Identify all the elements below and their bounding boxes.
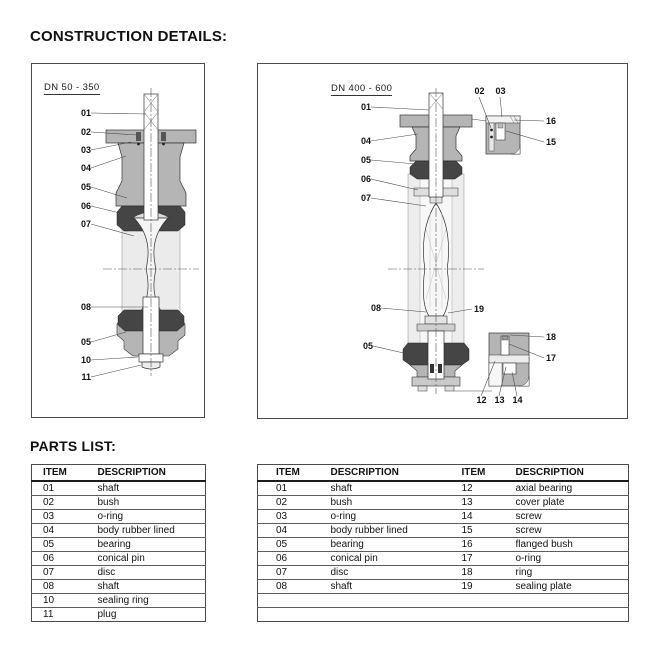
table-cell: 02	[32, 496, 98, 510]
column-header: DESCRIPTION	[331, 465, 461, 482]
table-row	[32, 538, 206, 552]
table-row	[258, 608, 629, 622]
bush-right	[161, 132, 166, 141]
table-row	[258, 594, 629, 608]
o-ring-dot-left	[137, 143, 140, 146]
parts-table-dn400-600	[257, 464, 629, 622]
table-row	[32, 510, 206, 524]
table-cell: 01	[258, 481, 331, 496]
table-cell: 11	[43, 609, 54, 620]
callout-label: 16	[546, 116, 557, 126]
table-cell: 08	[32, 580, 98, 594]
table-cell: 07	[258, 566, 331, 580]
table-row	[32, 524, 206, 538]
table-cell: sealing plate	[516, 580, 629, 594]
table-cell: 05	[32, 538, 98, 552]
table-cell: body rubber lined	[331, 524, 461, 538]
callout-label: 03	[80, 145, 91, 155]
table-cell	[516, 594, 629, 608]
callout-label: 03	[495, 86, 506, 96]
callout-label: 05	[362, 341, 373, 351]
o-ring-dot	[490, 136, 493, 139]
table-cell: 04	[32, 524, 98, 538]
callout-label: 04	[80, 163, 91, 173]
table-cell: 18	[461, 566, 516, 580]
column-header: DESCRIPTION	[98, 465, 206, 482]
column-header: DESCRIPTION	[516, 465, 629, 482]
screw-15	[498, 123, 503, 128]
table-cell: screw	[516, 524, 629, 538]
column-header: ITEM	[258, 465, 331, 482]
table-row	[32, 552, 206, 566]
table-row	[258, 566, 629, 580]
callout-label: 05	[80, 337, 91, 347]
bush-left	[136, 132, 141, 141]
table-header-row	[258, 465, 629, 482]
callout-label: 12	[476, 395, 487, 405]
table-row	[258, 496, 629, 510]
callout-label: 19	[474, 304, 485, 314]
table-cell	[331, 608, 461, 622]
callout-label: 06	[80, 201, 91, 211]
table-cell: body rubber lined	[98, 524, 206, 538]
table-cell	[461, 594, 516, 608]
table-row	[32, 481, 206, 496]
table-cell: conical pin	[331, 552, 461, 566]
table-cell: 10	[32, 594, 98, 608]
table-cell: 02	[258, 496, 331, 510]
table-cell	[331, 594, 461, 608]
table-row	[258, 481, 629, 496]
callout-label: 07	[360, 193, 371, 203]
callout-label: 17	[546, 353, 557, 363]
table-cell	[516, 608, 629, 622]
table-cell: 15	[461, 524, 516, 538]
table-cell: 05	[258, 538, 331, 552]
ring	[502, 336, 508, 340]
callout-label: 04	[360, 136, 371, 146]
page-title: CONSTRUCTION DETAILS:	[30, 28, 228, 45]
table-cell: disc	[98, 566, 206, 580]
axial-bearing-left	[430, 364, 434, 373]
callout-label: 11	[81, 372, 91, 382]
callout-label: 15	[546, 137, 557, 147]
table-cell: screw	[516, 510, 629, 524]
diagram-label-dn50-350: DN 50 - 350	[44, 82, 100, 93]
table-row	[32, 594, 206, 608]
callout-label: 06	[360, 174, 371, 184]
callout-label: 18	[546, 332, 557, 342]
callout-label: 14	[512, 395, 523, 405]
table-row	[32, 566, 206, 580]
callout-label: 02	[80, 127, 91, 137]
table-cell: 17	[461, 552, 516, 566]
table-cell: 07	[32, 566, 98, 580]
foot-left	[418, 386, 427, 391]
parts-table-dn50-350	[31, 464, 206, 622]
table-cell: ring	[516, 566, 629, 580]
table-cell: 08	[258, 580, 331, 594]
table-cell: 14	[461, 510, 516, 524]
table-cell: disc	[331, 566, 461, 580]
callout-label: 07	[80, 219, 91, 229]
table-row	[258, 510, 629, 524]
table-cell: 01	[32, 481, 98, 496]
top-detail-cover	[486, 116, 520, 123]
table-cell	[461, 608, 516, 622]
table-cell: plug	[97, 609, 117, 620]
table-cell: 03	[258, 510, 331, 524]
parts-list-title: PARTS LIST:	[30, 438, 116, 454]
table-cell: 16	[461, 538, 516, 552]
table-cell: bush	[98, 496, 206, 510]
table-cell: bearing	[98, 538, 206, 552]
detail-link-top	[472, 119, 486, 121]
table-row	[258, 580, 629, 594]
valve-drawing-dn400-600	[258, 64, 627, 418]
bush-dot	[490, 129, 493, 132]
cover-plate	[489, 355, 529, 363]
table-cell: 03	[32, 510, 98, 524]
table-cell: sealing ring	[98, 594, 206, 608]
table-cell: bearing	[331, 538, 461, 552]
table-cell: flanged bush	[516, 538, 629, 552]
table-cell: axial bearing	[516, 481, 629, 496]
diagram-box-dn50-350	[31, 63, 205, 418]
table-cell: shaft	[98, 481, 206, 496]
table-row	[258, 538, 629, 552]
axial-bearing-right	[438, 364, 442, 373]
table-cell: 12	[461, 481, 516, 496]
callout-label: 01	[80, 108, 91, 118]
table-cell: bush	[331, 496, 461, 510]
callout-label: 05	[360, 155, 371, 165]
callout-label: 13	[494, 395, 505, 405]
table-row	[32, 580, 206, 594]
table-cell: shaft	[331, 580, 461, 594]
table-cell: o-ring	[331, 510, 461, 524]
table-row	[32, 496, 206, 510]
diagram-box-dn400-600	[257, 63, 628, 419]
callout-label: 08	[80, 302, 91, 312]
callout-label: 02	[474, 86, 485, 96]
table-cell	[258, 608, 331, 622]
valve-drawing-dn50-350	[32, 64, 204, 417]
o-ring-dot-right	[162, 143, 165, 146]
diagram-label-dn400-600: DN 400 - 600	[331, 83, 393, 94]
table-cell: shaft	[331, 481, 461, 496]
table-cell: o-ring	[98, 510, 206, 524]
table-cell: cover plate	[516, 496, 629, 510]
table-cell: shaft	[98, 580, 206, 594]
table-row	[258, 524, 629, 538]
table-cell: 06	[32, 552, 98, 566]
table-cell: 19	[461, 580, 516, 594]
table-row	[258, 552, 629, 566]
table-cell: 13	[461, 496, 516, 510]
column-header: ITEM	[32, 465, 98, 482]
callout-label: 10	[80, 355, 91, 365]
callout-label: 01	[360, 102, 371, 112]
table-header-row	[32, 465, 206, 482]
column-header: ITEM	[461, 465, 516, 482]
bottom-detail-cut	[489, 363, 502, 386]
table-cell: o-ring	[516, 552, 629, 566]
foot-right	[445, 386, 454, 391]
table-row	[32, 608, 206, 622]
table-cell: 04	[258, 524, 331, 538]
table-cell: conical pin	[98, 552, 206, 566]
table-cell: 06	[258, 552, 331, 566]
callout-label: 05	[80, 182, 91, 192]
callout-label: 08	[370, 303, 381, 313]
table-cell	[258, 594, 331, 608]
